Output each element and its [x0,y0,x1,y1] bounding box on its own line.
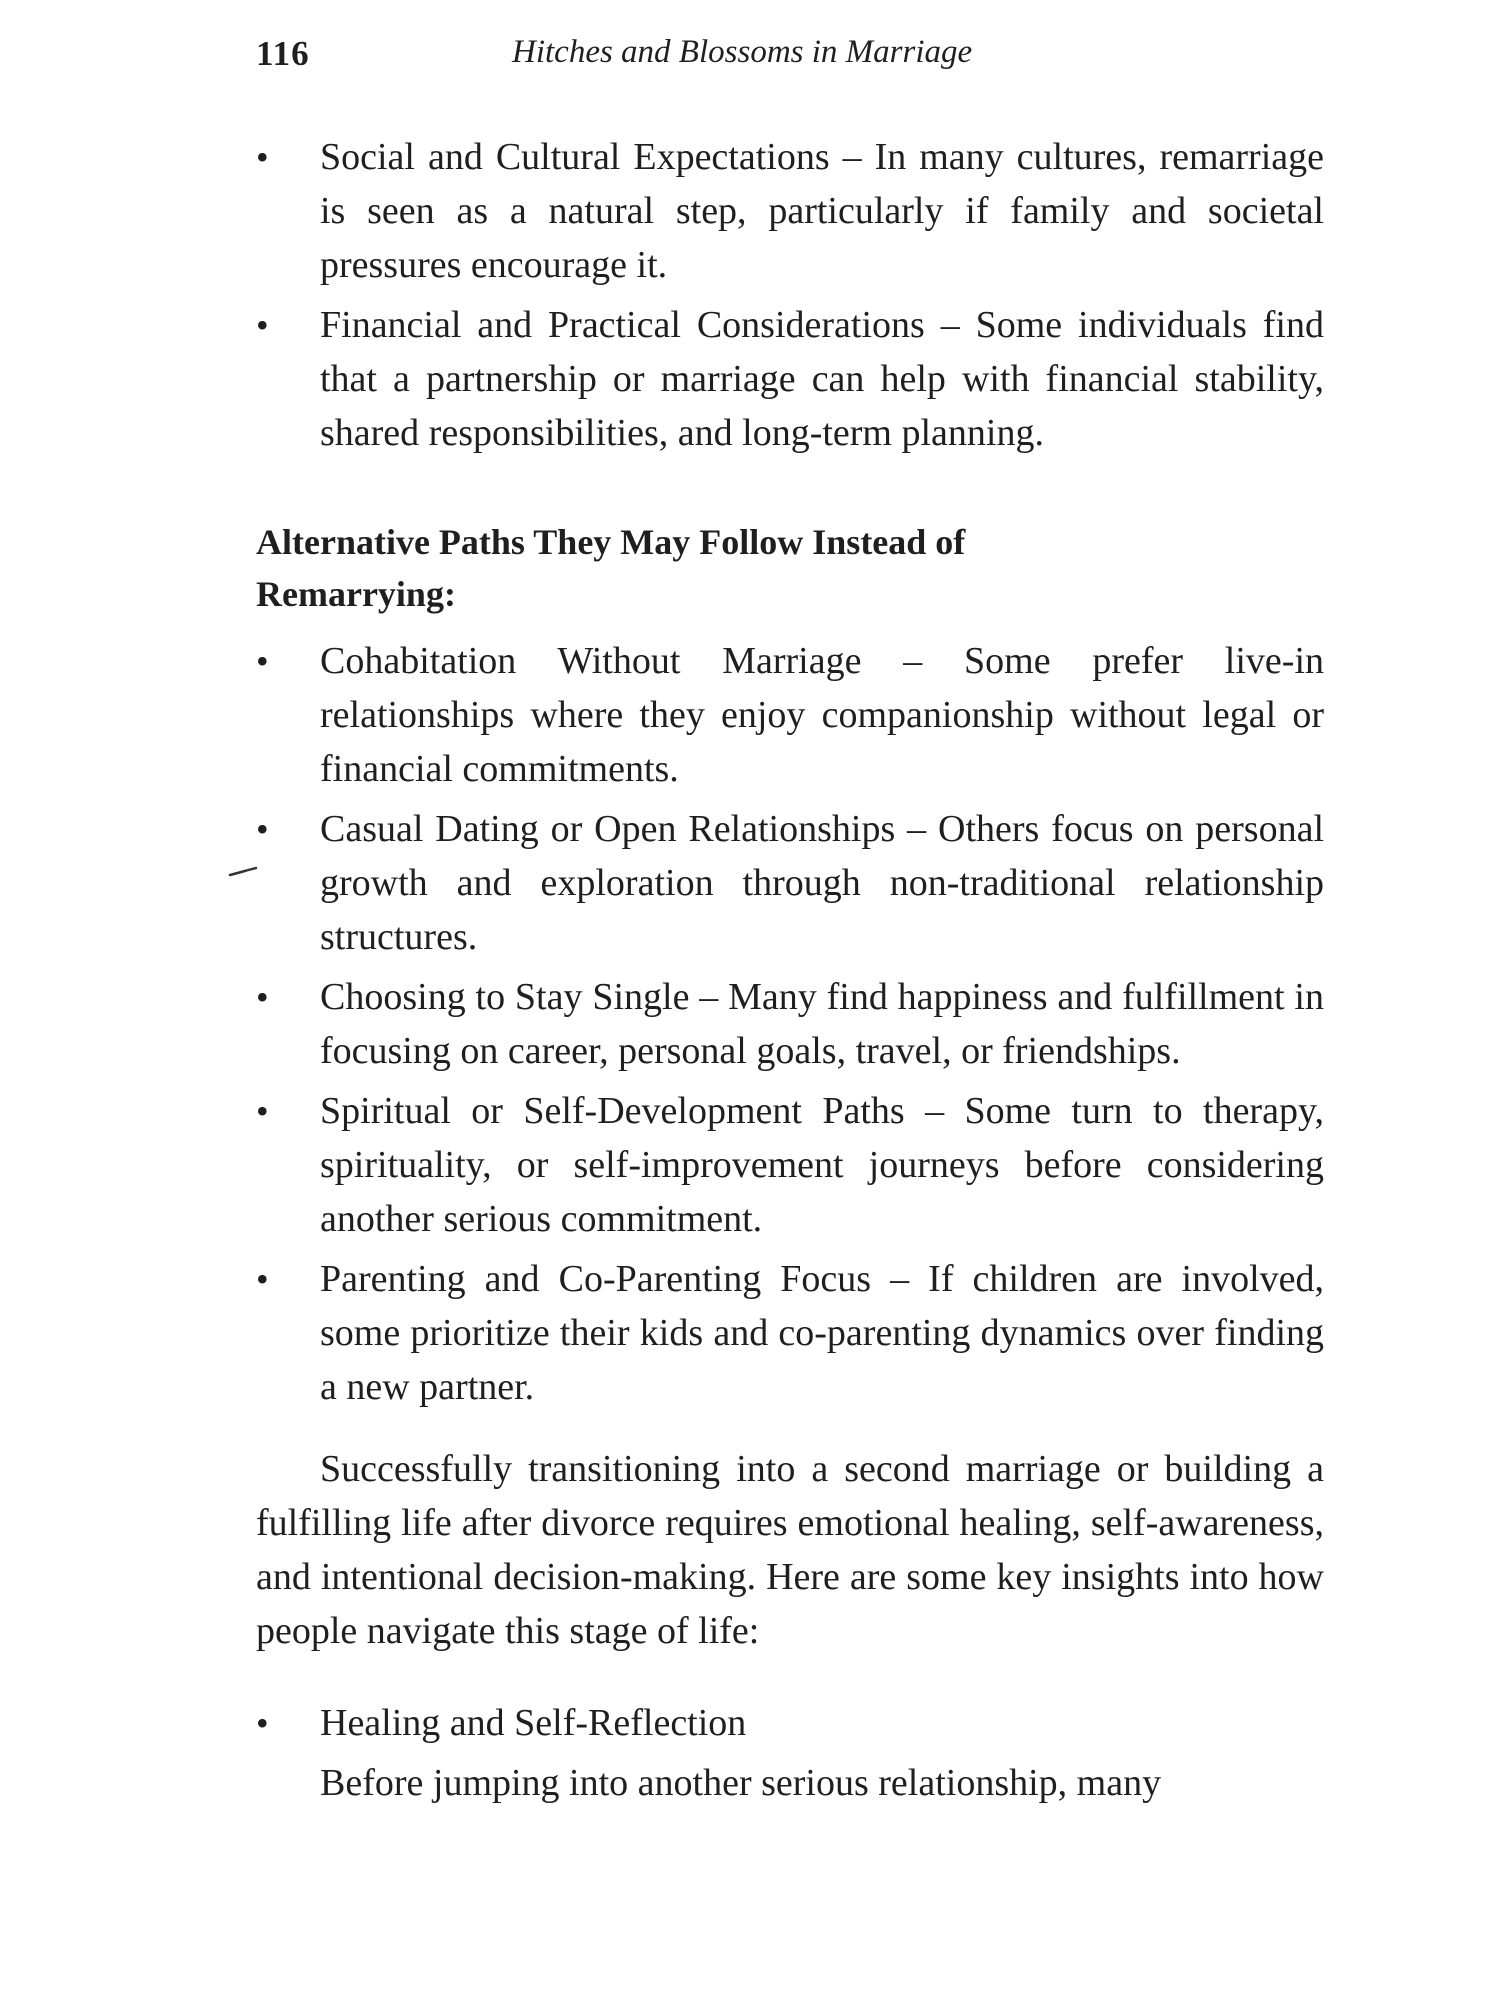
bullet-icon: • [256,809,269,849]
bullet-icon: • [256,137,269,177]
list-item-text: Social and Cultural Expectations – In many cultures, remarriage is seen as a natural step, particularly if family and societal pressures encourage it. [320,136,1324,286]
body-text [256,130,1324,1810]
list-item-text: Cohabitation Without Marriage – Some prefer live-in relationships where they enjoy companionship without legal or financial commitments. [320,640,1324,790]
bullet-icon: • [256,1259,269,1299]
list-item [256,970,1324,1078]
bullet-icon: • [256,641,269,681]
list-item [256,1252,1324,1414]
page-number: 116 [256,34,310,73]
list-item [256,1696,1324,1750]
list-item [256,634,1324,796]
list-item-title: Healing and Self-Reflection [320,1702,747,1744]
bullet-icon: • [256,977,269,1017]
running-title: Hitches and Blossoms in Marriage [512,34,973,70]
intro-bullet-list [256,130,1324,460]
pen-mark-icon [228,866,258,878]
running-head [256,34,1316,84]
list-item [256,298,1324,460]
section-heading: Alternative Paths They May Follow Instead of Remarrying: [256,522,966,614]
bullet-icon: • [256,305,269,345]
list-item [256,130,1324,292]
list-item-text: Spiritual or Self-Development Paths – Some turn to therapy, spirituality, or self-improvement journeys before considering another serious commitment. [320,1090,1324,1240]
closing-paragraph: Successfully transitioning into a second marriage or building a fulfilling life after divorce requires emotional healing, self-awareness, and intentional decision-making. Here are some key insights into how people navigate this stage of life: [256,1448,1324,1652]
list-item-text: Financial and Practical Considerations – Some individuals find that a partnership or marriage can help with financial stability, shared responsibilities, and long-term planning. [320,304,1324,454]
list-item [256,802,1324,964]
alternatives-bullet-list [256,634,1324,1414]
list-item-text: Choosing to Stay Single – Many find happiness and fulfillment in focusing on career, personal goals, travel, or friendships. [320,976,1324,1072]
insights-bullet-list [256,1696,1324,1750]
bullet-icon: • [256,1091,269,1131]
bullet-icon: • [256,1703,269,1743]
list-item-text: Casual Dating or Open Relationships – Others focus on personal growth and exploration through non-traditional relationship structures. [320,808,1324,958]
list-item-body: Before jumping into another serious relationship, many [320,1762,1162,1804]
list-item [256,1084,1324,1246]
list-item-text: Parenting and Co-Parenting Focus – If children are involved, some prioritize their kids and co-parenting dynamics over finding a new partner. [320,1258,1324,1408]
